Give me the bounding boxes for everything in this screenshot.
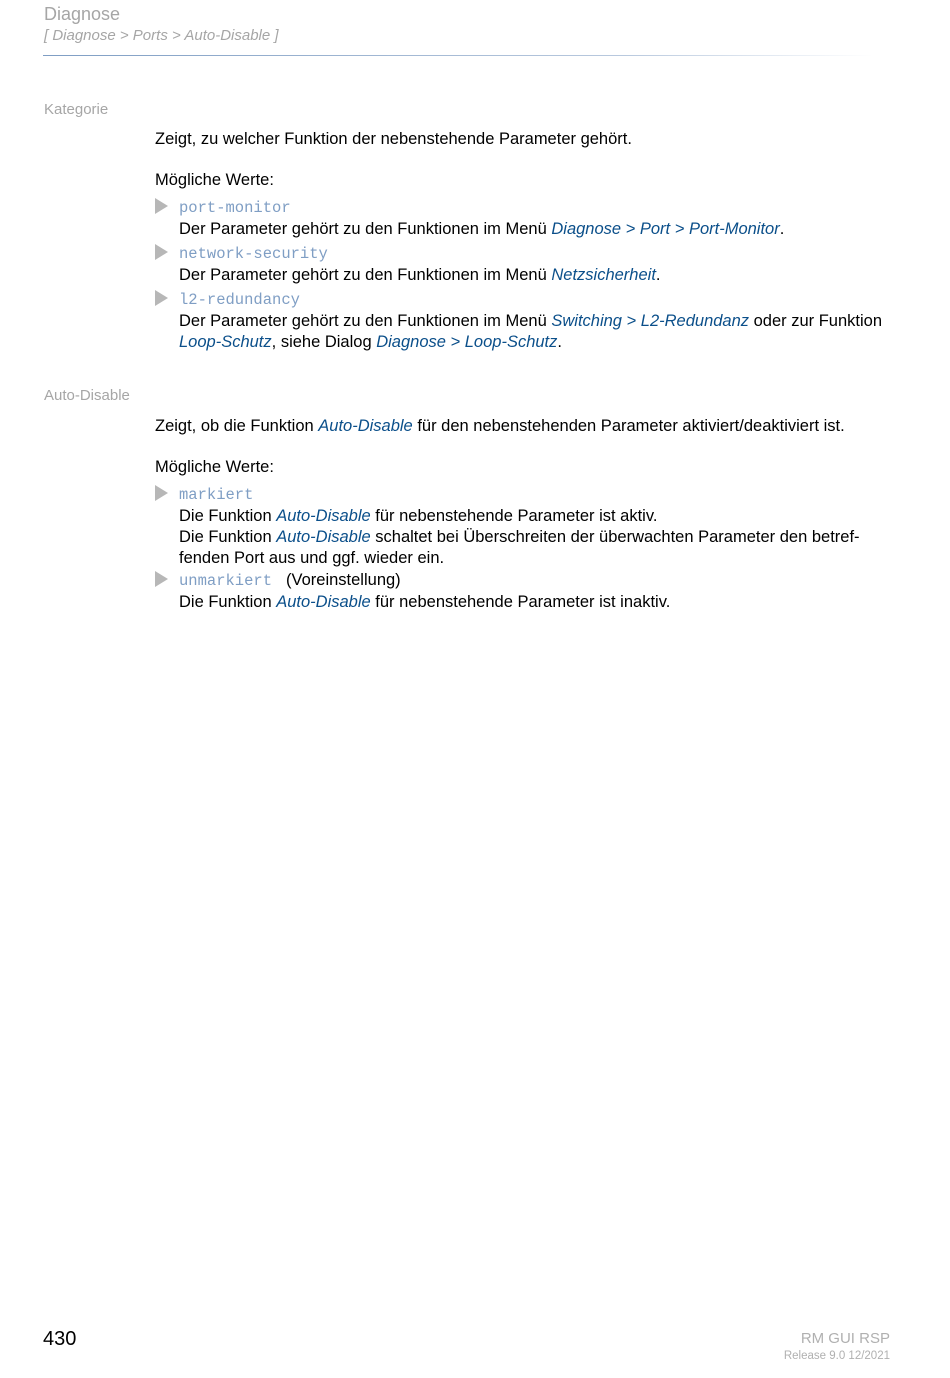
value-code: unmarkiert bbox=[179, 572, 273, 590]
function-link[interactable]: Auto-Disable bbox=[276, 528, 371, 546]
breadcrumb: [ Diagnose > Ports > Auto-Disable ] bbox=[44, 27, 279, 44]
values-heading: Mögliche Werte: bbox=[155, 458, 274, 476]
value-description: Die Funktion Auto-Disable schaltet bei Überschreiten der überwachten Parameter den betref-fenden Port aus und ggf. wieder ein. bbox=[179, 528, 860, 567]
release-info: Release 9.0 12/2021 bbox=[783, 1350, 890, 1362]
menu-link[interactable]: Switching > L2-Redundanz bbox=[551, 312, 750, 330]
value-description: Der Parameter gehört zu den Funktionen im Menü Diagnose > Port > Port-Monitor. bbox=[179, 220, 785, 238]
page-number: 430 bbox=[43, 1328, 77, 1350]
value-description: Der Parameter gehört zu den Funktionen im Menü Switching > L2-Redundanz oder zur Funktion Loop-Schutz, siehe Dialog Diagnose > Loop-Schutz. bbox=[179, 312, 883, 351]
section-label: Kategorie bbox=[44, 101, 109, 118]
function-link[interactable]: Auto-Disable bbox=[318, 417, 413, 435]
value-description: Die Funktion Auto-Disable für nebenstehende Parameter ist aktiv. bbox=[179, 507, 658, 525]
triangle-bullet-icon bbox=[155, 485, 168, 501]
values-heading: Mögliche Werte: bbox=[155, 171, 274, 189]
dialog-link[interactable]: Diagnose > Loop-Schutz bbox=[376, 333, 558, 351]
default-note: (Voreinstellung) bbox=[286, 571, 401, 589]
section-description: Zeigt, zu welcher Funktion der nebenstehende Parameter gehört. bbox=[155, 130, 632, 148]
value-code: network-security bbox=[179, 245, 328, 263]
chapter-title: Diagnose bbox=[44, 4, 121, 24]
triangle-bullet-icon bbox=[155, 290, 168, 306]
triangle-bullet-icon bbox=[155, 571, 168, 587]
section-label: Auto-Disable bbox=[44, 387, 130, 404]
triangle-bullet-icon bbox=[155, 244, 168, 260]
triangle-bullet-icon bbox=[155, 198, 168, 214]
function-link[interactable]: Loop-Schutz bbox=[179, 333, 272, 351]
function-link[interactable]: Auto-Disable bbox=[276, 593, 371, 611]
value-code: port-monitor bbox=[179, 199, 291, 217]
function-link[interactable]: Auto-Disable bbox=[276, 507, 371, 525]
value-description: Der Parameter gehört zu den Funktionen im Menü Netzsicherheit. bbox=[179, 266, 661, 284]
section-description: Zeigt, ob die Funktion Auto-Disable für den nebenstehenden Parameter aktiviert/deaktiviert ist. bbox=[155, 417, 845, 435]
value-code: l2-redundancy bbox=[179, 291, 300, 309]
menu-link[interactable]: Netzsicherheit bbox=[551, 266, 656, 284]
value-code: markiert bbox=[179, 486, 254, 504]
document-name: RM GUI RSP bbox=[800, 1330, 890, 1347]
value-description: Die Funktion Auto-Disable für nebenstehende Parameter ist inaktiv. bbox=[179, 593, 671, 611]
menu-link[interactable]: Diagnose > Port > Port-Monitor bbox=[551, 220, 780, 238]
header-divider bbox=[43, 55, 873, 56]
